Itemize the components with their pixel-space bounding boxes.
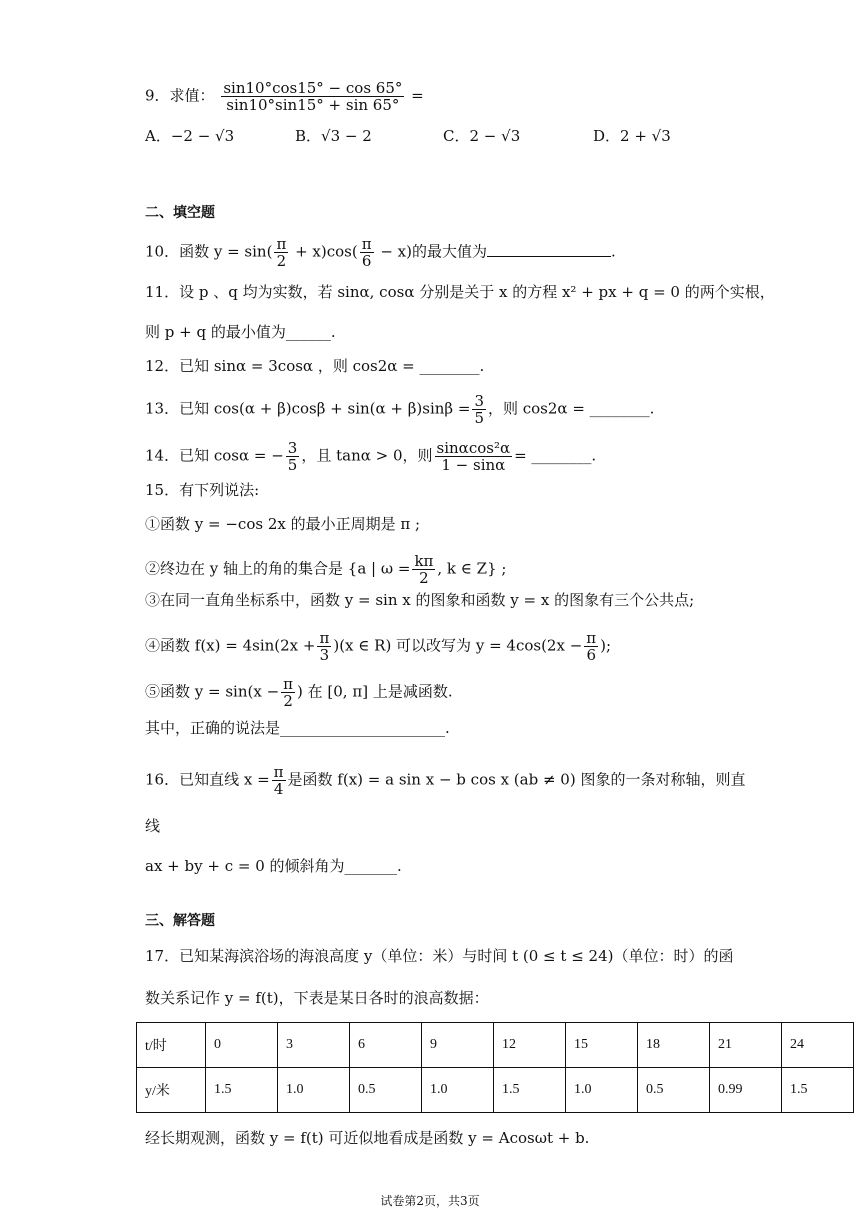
q13-text-a: 13．已知 cos(α + β)cosβ + sin(α + β)sinβ = — [145, 399, 471, 418]
table-cell: 6 — [350, 1023, 422, 1068]
q15-s2-frac-num: kπ — [414, 552, 434, 570]
table-cell: 0.99 — [710, 1068, 782, 1113]
q14-text-c: = ________. — [514, 446, 597, 465]
q10-text-c: − x)的最大值为 — [375, 242, 487, 261]
q13-text-b: ，则 cos2α = ________. — [487, 399, 655, 418]
table-cell: 1.0 — [422, 1068, 494, 1113]
q10-frac-2 — [360, 236, 374, 269]
table-cell: 1.5 — [782, 1068, 854, 1113]
q14-frac-2-num: sinαcos²α — [436, 439, 511, 457]
q10-frac-1-num: π — [276, 235, 287, 253]
table-cell: 18 — [638, 1023, 710, 1068]
q15-conclusion: 其中，正确的说法是______________________. — [145, 719, 450, 737]
table-cell: 3 — [278, 1023, 350, 1068]
choice-d-label: D． — [593, 127, 621, 145]
table-cell: 1.5 — [206, 1068, 278, 1113]
q14-frac-2 — [435, 440, 513, 473]
q15-s2-text-a: ②终边在 y 轴上的角的集合是 {a | ω = — [145, 559, 411, 578]
choice-a[interactable] — [145, 125, 234, 146]
q13-frac-den: 5 — [474, 409, 484, 427]
q9-fraction — [221, 80, 404, 113]
question-9 — [145, 80, 424, 113]
q9-suffix: = — [411, 86, 424, 105]
q15-s4-text-c: ); — [600, 636, 612, 655]
q10-answer-blank[interactable] — [487, 242, 611, 257]
question-16-line-1 — [145, 764, 745, 797]
q15-s4-frac-2-num: π — [586, 629, 597, 647]
question-16-line-3: ax + by + c = 0 的倾斜角为_______. — [145, 857, 402, 875]
q14-frac-1-num: 3 — [287, 439, 298, 457]
question-13 — [145, 393, 654, 426]
question-12: 12．已知 sinα = 3cosα ，则 cos2α = ________. — [145, 357, 485, 375]
question-17-line-2: 数关系记作 y = f(t)，下表是某日各时的浪高数据： — [145, 989, 489, 1007]
table-cell: 1.5 — [494, 1068, 566, 1113]
table-cell: 15 — [566, 1023, 638, 1068]
table-row-time — [137, 1023, 854, 1068]
q15-statement-4 — [145, 630, 611, 663]
q15-s5-frac — [281, 676, 295, 709]
q16-text-a: 16．已知直线 x = — [145, 770, 270, 789]
q10-frac-2-den: 6 — [361, 252, 372, 270]
q10-frac-1 — [274, 236, 288, 269]
question-16-line-2: 线 — [145, 817, 161, 835]
q10-text-d: . — [611, 242, 616, 261]
q15-statement-3: ③在同一直角坐标系中，函数 y = sin x 的图象和函数 y = x 的图象有三个公共点; — [145, 591, 695, 609]
choice-a-text: −2 − √3 — [170, 127, 235, 145]
q15-s5-text-a: ⑤函数 y = sin(x − — [145, 682, 280, 701]
page-footer: 试卷第2页，共3页 — [380, 1194, 480, 1208]
q15-s4-text-a: ④函数 f(x) = 4sin(2x + — [145, 636, 316, 655]
table-cell: t/时 — [137, 1023, 206, 1068]
q15-statement-1: ①函数 y = −cos 2x 的最小正周期是 π ; — [145, 515, 421, 533]
table-cell: 9 — [422, 1023, 494, 1068]
q14-text-a: 14．已知 cosα = − — [145, 446, 284, 465]
choice-a-label: A． — [145, 127, 171, 145]
q10-text-b: + x)cos( — [290, 242, 358, 261]
choice-c[interactable] — [443, 125, 520, 146]
q15-s5-frac-den: 2 — [283, 692, 293, 710]
q15-s2-frac-den: 2 — [419, 569, 429, 587]
q13-frac — [472, 393, 486, 426]
q15-s2-text-b: , k ∈ Z} ; — [437, 559, 507, 578]
q15-statement-2 — [145, 553, 506, 586]
q15-s4-text-b: )(x ∈ R) 可以改写为 y = 4cos(2x − — [333, 636, 583, 655]
question-15-intro: 15．有下列说法: — [145, 481, 260, 499]
q15-s5-frac-num: π — [283, 675, 294, 693]
table-cell: 12 — [494, 1023, 566, 1068]
q16-frac-den: 4 — [273, 780, 284, 798]
q14-frac-2-den: 1 − sinα — [441, 456, 506, 474]
question-17-line-1: 17．已知某海滨浴场的海浪高度 y（单位：米）与时间 t (0 ≤ t ≤ 24)（单位：时）的函 — [145, 947, 734, 965]
table-cell: 21 — [710, 1023, 782, 1068]
table-cell: 0.5 — [638, 1068, 710, 1113]
choice-c-text: 2 − √3 — [469, 127, 521, 145]
q15-s5-text-b: ) 在 [0, π] 上是减函数. — [297, 682, 453, 701]
q15-s4-frac-2 — [584, 630, 598, 663]
section-heading-fill-in: 二、填空题 — [145, 205, 215, 221]
q10-frac-1-den: 2 — [276, 252, 287, 270]
q16-frac-num: π — [273, 763, 284, 781]
q15-statement-5 — [145, 676, 453, 709]
q14-frac-1 — [286, 440, 300, 473]
q15-s4-frac-1 — [317, 630, 331, 663]
q15-s2-frac — [412, 553, 435, 586]
choice-b-text: √3 − 2 — [321, 127, 372, 145]
q15-s4-frac-2-den: 6 — [586, 646, 596, 664]
q16-text-b: 是函数 f(x) = a sin x − b cos x (ab ≠ 0) 图象的一条对称轴，则直 — [287, 770, 746, 789]
q14-frac-1-den: 5 — [287, 456, 298, 474]
table-cell: 24 — [782, 1023, 854, 1068]
q15-s4-frac-1-num: π — [319, 629, 330, 647]
q15-s4-frac-1-den: 3 — [319, 646, 330, 664]
table-cell: 1.0 — [278, 1068, 350, 1113]
q16-frac — [272, 764, 286, 797]
question-14 — [145, 440, 596, 473]
q9-prefix: 9．求值： — [145, 86, 215, 105]
question-11-line-2: 则 p + q 的最小值为______. — [145, 323, 336, 341]
q10-text-a: 10．函数 y = sin( — [145, 242, 273, 261]
choice-d-text: 2 + √3 — [620, 127, 671, 145]
q14-text-b: ，且 tanα > 0，则 — [301, 446, 433, 465]
table-row-height — [137, 1068, 854, 1113]
choice-d[interactable] — [593, 125, 671, 146]
wave-height-table — [136, 1022, 854, 1113]
choice-b[interactable] — [295, 125, 372, 146]
question-10 — [145, 236, 616, 269]
section-heading-solutions: 三、解答题 — [145, 913, 215, 929]
q10-frac-2-num: π — [361, 235, 372, 253]
q13-frac-num: 3 — [474, 392, 484, 410]
choice-c-label: C． — [443, 127, 470, 145]
table-cell: y/米 — [137, 1068, 206, 1113]
question-17-line-3: 经长期观测，函数 y = f(t) 可近似地看成是函数 y = Acosωt + b. — [145, 1129, 590, 1147]
table-cell: 0 — [206, 1023, 278, 1068]
q9-numerator: sin10°cos15° − cos 65° — [223, 79, 403, 97]
q9-denominator: sin10°sin15° + sin 65° — [226, 96, 400, 114]
table-cell: 0.5 — [350, 1068, 422, 1113]
question-11-line-1: 11．设 p 、q 均为实数，若 sinα, cosα 分别是关于 x 的方程 x² + px + q = 0 的两个实根， — [145, 283, 775, 301]
choice-b-label: B． — [295, 127, 322, 145]
table-cell: 1.0 — [566, 1068, 638, 1113]
